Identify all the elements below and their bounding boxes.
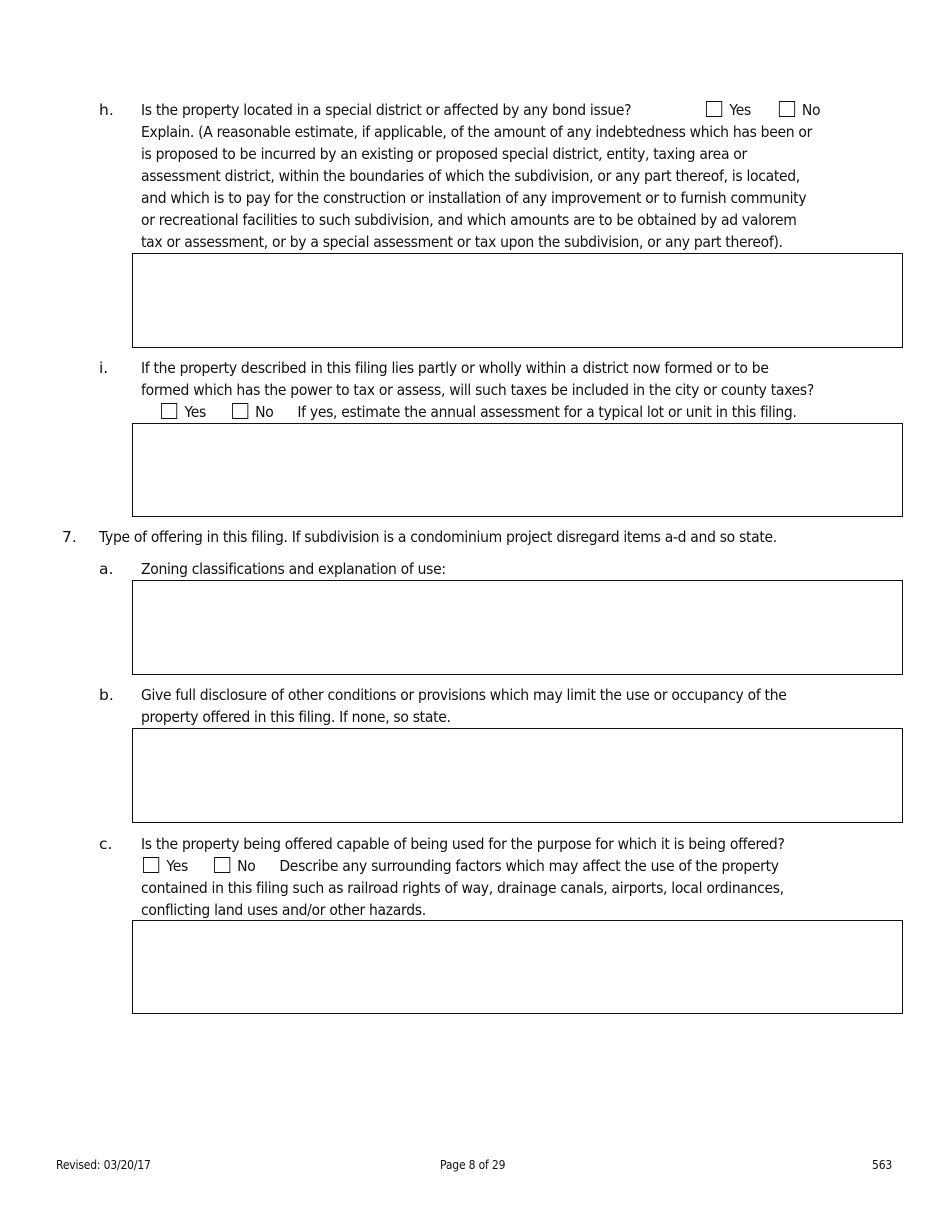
- item-h-explain-line: Explain. (A reasonable estimate, if applicable, of the amount of any indebtedness which has been or: [141, 123, 813, 141]
- item-c-describe: Describe any surrounding factors which may affect the use of the property: [279, 857, 779, 875]
- item-c-text-line: conflicting land uses and/or other hazards.: [141, 901, 426, 919]
- item-c-marker: c.: [99, 835, 113, 853]
- item-a-text: Zoning classifications and explanation of use:: [141, 560, 446, 578]
- item-i-yes-checkbox[interactable]: [161, 403, 177, 419]
- item-c-yes-option[interactable]: [143, 855, 188, 877]
- item-h-explain-line: and which is to pay for the construction or installation of any improvement or to furnish community: [141, 189, 807, 207]
- item-h-yes-checkbox[interactable]: [706, 101, 722, 117]
- item-c-question: Is the property being offered capable of being used for the purpose for which it is being offered?: [141, 835, 785, 853]
- item-h-explain-line: or recreational facilities to such subdivision, and which amounts are to be obtained by ad valorem: [141, 211, 797, 229]
- item-h-answer-box[interactable]: [132, 253, 903, 348]
- item-i-answer-box[interactable]: [132, 423, 903, 517]
- section-7-marker: 7.: [62, 528, 77, 546]
- item-h-options: [706, 99, 820, 121]
- item-i-no-label: No: [255, 403, 274, 421]
- item-h-explain-line: assessment district, within the boundaries of which the subdivision, or any part thereof, is located,: [141, 167, 800, 185]
- item-h-no-checkbox[interactable]: [779, 101, 795, 117]
- item-b-answer-box[interactable]: [132, 728, 903, 823]
- footer-form-number: 563: [872, 1158, 893, 1172]
- item-c-options-row: [143, 855, 779, 877]
- item-i-yes-option[interactable]: [161, 401, 206, 423]
- item-h-question: [141, 99, 631, 121]
- item-i-no-checkbox[interactable]: [232, 403, 248, 419]
- footer-revised: Revised: 03/20/17: [56, 1158, 151, 1172]
- footer-page-number: Page 8 of 29: [440, 1158, 506, 1172]
- item-c-yes-checkbox[interactable]: [143, 857, 159, 873]
- item-h-explain-line: is proposed to be incurred by an existing or proposed special district, entity, taxing area or: [141, 145, 747, 163]
- section-7-heading: Type of offering in this filing. If subdivision is a condominium project disregard items a-d and so state.: [99, 528, 777, 546]
- item-c-no-label: No: [237, 857, 256, 875]
- item-c-no-checkbox[interactable]: [214, 857, 230, 873]
- item-i-options-row: [161, 401, 797, 423]
- item-i-question-line: formed which has the power to tax or assess, will such taxes be included in the city or county taxes?: [141, 381, 814, 399]
- item-b-text-line: Give full disclosure of other conditions or provisions which may limit the use or occupancy of the: [141, 686, 787, 704]
- item-a-answer-box[interactable]: [132, 580, 903, 675]
- item-c-no-option[interactable]: [214, 855, 256, 877]
- item-b-marker: b.: [99, 686, 114, 704]
- item-c-text-line: contained in this filing such as railroad rights of way, drainage canals, airports, local ordinances,: [141, 879, 784, 897]
- item-i-followup: If yes, estimate the annual assessment for a typical lot or unit in this filing.: [297, 403, 797, 421]
- item-h-yes-option[interactable]: [706, 99, 751, 121]
- item-h-explain-line: tax or assessment, or by a special assessment or tax upon the subdivision, or any part thereof).: [141, 233, 783, 251]
- item-a-marker: a.: [99, 560, 114, 578]
- item-i-yes-label: Yes: [184, 403, 206, 421]
- item-i-marker: i.: [99, 359, 109, 377]
- item-c-answer-box[interactable]: [132, 920, 903, 1014]
- item-i-no-option[interactable]: [232, 401, 274, 423]
- item-h-question-text: Is the property located in a special district or affected by any bond issue?: [141, 101, 632, 119]
- item-i-question-line: If the property described in this filing lies partly or wholly within a district now formed or to be: [141, 359, 769, 377]
- item-h-marker: h.: [99, 101, 114, 119]
- item-h-no-option[interactable]: [779, 99, 821, 121]
- item-h-yes-label: Yes: [729, 101, 751, 119]
- item-h-no-label: No: [801, 101, 821, 119]
- item-c-yes-label: Yes: [166, 857, 188, 875]
- item-b-text-line: property offered in this filing. If none, so state.: [141, 708, 451, 726]
